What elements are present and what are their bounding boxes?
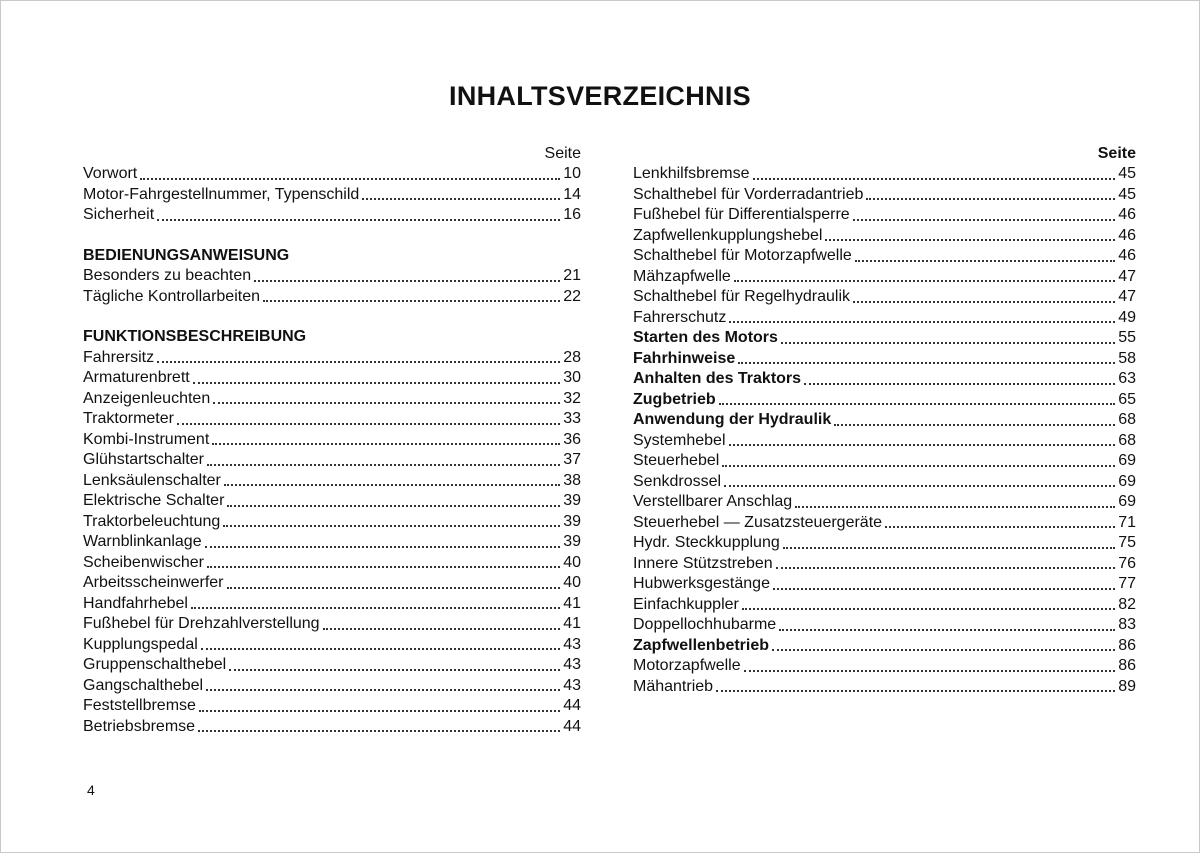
toc-entry-label: Systemhebel bbox=[633, 431, 726, 449]
toc-entry bbox=[83, 164, 581, 185]
toc-entry bbox=[633, 636, 1136, 657]
toc-entry bbox=[633, 431, 1136, 452]
dot-leader bbox=[742, 607, 1115, 610]
dot-leader bbox=[738, 361, 1115, 364]
toc-entry-page: 39 bbox=[563, 512, 581, 530]
toc-entry-page: 68 bbox=[1118, 431, 1136, 449]
toc-entry-page: 77 bbox=[1118, 575, 1136, 592]
toc-entry-label: Motorzapfwelle bbox=[633, 657, 741, 674]
toc-entry bbox=[633, 410, 1136, 431]
toc-entry-label: Kombi-Instrument bbox=[83, 430, 210, 448]
toc-entry-page: 68 bbox=[1118, 411, 1136, 428]
toc-entry-label: Hubwerksgestänge bbox=[633, 575, 770, 592]
toc-entry bbox=[633, 287, 1136, 308]
toc-entry-page: 41 bbox=[563, 615, 581, 632]
toc-entry bbox=[633, 369, 1136, 390]
dot-leader bbox=[722, 464, 1115, 467]
toc-entry bbox=[633, 451, 1136, 472]
toc-entry-label: Innere Stützstreben bbox=[633, 554, 773, 572]
toc-entry-page: 47 bbox=[1118, 267, 1136, 285]
toc-entry bbox=[83, 266, 581, 287]
toc-entry-label: Fahrersitz bbox=[83, 348, 155, 366]
toc-entry bbox=[633, 308, 1136, 329]
toc-entry-page: 28 bbox=[563, 348, 581, 366]
dot-leader bbox=[734, 279, 1115, 282]
dot-leader bbox=[866, 197, 1115, 200]
page-number: 4 bbox=[87, 782, 95, 798]
toc-entry bbox=[633, 164, 1136, 185]
dot-leader bbox=[227, 586, 561, 589]
toc-entry bbox=[83, 389, 581, 410]
toc-entry-page: 38 bbox=[563, 471, 581, 489]
dot-leader bbox=[781, 341, 1115, 344]
toc-entry-page: 69 bbox=[1118, 493, 1136, 510]
toc-entry bbox=[83, 368, 581, 389]
dot-leader bbox=[201, 647, 560, 650]
toc-entry bbox=[633, 390, 1136, 411]
toc-entry-label: Sicherheit bbox=[83, 206, 155, 223]
toc-entry-label: Handfahrhebel bbox=[83, 594, 188, 612]
seite-column-header: Seite bbox=[544, 145, 581, 162]
toc-entry-label: Fußhebel für Drehzahlverstellung bbox=[83, 615, 320, 632]
toc-right-list bbox=[633, 164, 1136, 697]
toc-entry-page: 71 bbox=[1118, 513, 1136, 531]
toc-entry-page: 46 bbox=[1118, 226, 1136, 244]
toc-entry-label: Verstellbarer Anschlag bbox=[633, 493, 793, 510]
dot-leader bbox=[853, 300, 1115, 303]
toc-entry-page: 41 bbox=[563, 594, 581, 612]
toc-entry bbox=[83, 532, 581, 553]
toc-entry-label: Fahrerschutz bbox=[633, 308, 727, 326]
toc-sections bbox=[83, 246, 581, 738]
toc-entry bbox=[83, 512, 581, 533]
dot-leader bbox=[177, 422, 560, 425]
dot-leader bbox=[783, 546, 1115, 549]
dot-leader bbox=[263, 299, 560, 302]
dot-leader bbox=[191, 606, 560, 609]
toc-entry bbox=[633, 513, 1136, 534]
toc-entry bbox=[633, 226, 1136, 247]
dot-leader bbox=[885, 525, 1115, 528]
dot-leader bbox=[198, 729, 560, 732]
toc-entry-page: 63 bbox=[1118, 370, 1136, 387]
toc-entry-page: 58 bbox=[1118, 349, 1136, 367]
toc-entry-label: Anhalten des Traktors bbox=[633, 370, 802, 387]
toc-entry-label: Feststellbremse bbox=[83, 697, 196, 714]
toc-entry-label: Anwendung der Hydraulik bbox=[633, 411, 832, 428]
toc-entry-label: Anzeigenleuchten bbox=[83, 389, 211, 407]
dot-leader bbox=[206, 688, 560, 691]
dot-leader bbox=[227, 504, 560, 507]
toc-entry-label: Gruppenschalthebel bbox=[83, 656, 227, 673]
toc-entry-label: Fahrhinweise bbox=[633, 349, 736, 367]
dot-leader bbox=[834, 423, 1115, 426]
toc-entry-label: Lenksäulenschalter bbox=[83, 471, 221, 489]
toc-entry-page: 36 bbox=[563, 430, 581, 448]
toc-entry-page: 45 bbox=[1118, 165, 1136, 182]
toc-entry-label: Hydr. Steckkupplung bbox=[633, 534, 780, 551]
toc-entry-label: Motor-Fahrgestellnummer, Typenschild bbox=[83, 185, 360, 203]
toc-entry bbox=[633, 615, 1136, 636]
toc-entry-page: 49 bbox=[1118, 308, 1136, 326]
toc-entry bbox=[83, 430, 581, 451]
toc-entry-label: Steuerhebel — Zusatzsteuergeräte bbox=[633, 513, 883, 531]
toc-entry bbox=[83, 553, 581, 574]
dot-leader bbox=[213, 401, 560, 404]
toc-entry-page: 46 bbox=[1118, 206, 1136, 223]
toc-entry bbox=[83, 696, 581, 717]
toc-entry bbox=[83, 409, 581, 430]
dot-leader bbox=[716, 689, 1115, 692]
toc-entry bbox=[83, 348, 581, 369]
dot-leader bbox=[362, 197, 560, 200]
dot-leader bbox=[157, 218, 560, 221]
toc-entry bbox=[83, 614, 581, 635]
toc-entry-label: Betriebsbremse bbox=[83, 717, 196, 735]
toc-entry-page: 37 bbox=[563, 451, 581, 468]
toc-entry-label: Doppellochhubarme bbox=[633, 616, 777, 633]
toc-entry-page: 40 bbox=[563, 574, 581, 591]
toc-entry bbox=[633, 185, 1136, 206]
page-title: INHALTSVERZEICHNIS bbox=[449, 81, 751, 111]
toc-entry bbox=[633, 574, 1136, 595]
toc-entry bbox=[83, 655, 581, 676]
toc-section-heading: FUNKTIONSBESCHREIBUNG bbox=[83, 328, 307, 345]
toc-entry-page: 75 bbox=[1118, 534, 1136, 551]
toc-entry-label: Elektrische Schalter bbox=[83, 492, 225, 509]
toc-entry-page: 47 bbox=[1118, 288, 1136, 305]
dot-leader bbox=[804, 382, 1115, 385]
toc-entry bbox=[633, 328, 1136, 349]
dot-leader bbox=[855, 259, 1115, 262]
toc-entry-label: Zapfwellenkupplungshebel bbox=[633, 226, 823, 244]
toc-entry-page: 21 bbox=[563, 267, 581, 284]
toc-left-column bbox=[83, 144, 581, 737]
toc-entry bbox=[83, 185, 581, 206]
toc-entry-label: Warnblinkanlage bbox=[83, 533, 202, 550]
toc-entry-page: 83 bbox=[1118, 616, 1136, 633]
toc-entry bbox=[633, 554, 1136, 575]
toc-entry-label: Scheibenwischer bbox=[83, 553, 204, 571]
dot-leader bbox=[254, 279, 560, 282]
toc-entry-page: 86 bbox=[1118, 657, 1136, 674]
toc-entry bbox=[83, 635, 581, 656]
toc-entry bbox=[83, 205, 581, 226]
toc-entry bbox=[83, 471, 581, 492]
toc-entry-page: 69 bbox=[1118, 452, 1136, 469]
dot-leader bbox=[224, 483, 560, 486]
dot-leader bbox=[729, 443, 1116, 446]
dot-leader bbox=[223, 524, 560, 527]
toc-entry-label: Zugbetrieb bbox=[633, 390, 716, 408]
toc-entry-label: Senkdrossel bbox=[633, 472, 722, 490]
toc-entry-page: 43 bbox=[563, 635, 581, 653]
toc-entry-label: Glühstartschalter bbox=[83, 451, 204, 468]
toc-entry-page: 40 bbox=[563, 553, 581, 571]
toc-entry-page: 55 bbox=[1118, 329, 1136, 346]
toc-entry bbox=[633, 205, 1136, 226]
toc-entry-page: 86 bbox=[1118, 636, 1136, 654]
toc-intro-list bbox=[83, 164, 581, 226]
toc-entry-label: Schalthebel für Regelhydraulik bbox=[633, 288, 851, 305]
dot-leader bbox=[207, 565, 560, 568]
toc-entry-label: Steuerhebel bbox=[633, 452, 720, 469]
toc-entry bbox=[633, 472, 1136, 493]
dot-leader bbox=[212, 442, 560, 445]
dot-leader bbox=[744, 669, 1115, 672]
toc-entry-label: Traktorbeleuchtung bbox=[83, 512, 221, 530]
toc-entry-page: 76 bbox=[1118, 554, 1136, 572]
toc-entry-label: Arbeitsscheinwerfer bbox=[83, 574, 224, 591]
toc-entry bbox=[633, 656, 1136, 677]
toc-entry-label: Starten des Motors bbox=[633, 329, 778, 346]
toc-entry-label: Tägliche Kontrollarbeiten bbox=[83, 287, 260, 305]
toc-entry-page: 43 bbox=[563, 676, 581, 694]
toc-entry-label: Traktormeter bbox=[83, 410, 174, 427]
dot-leader bbox=[140, 177, 560, 180]
dot-leader bbox=[795, 505, 1115, 508]
toc-entry-label: Schalthebel für Motorzapfwelle bbox=[633, 247, 852, 264]
toc-entry bbox=[633, 267, 1136, 288]
dot-leader bbox=[207, 463, 560, 466]
dot-leader bbox=[772, 648, 1115, 651]
toc-entry-page: 14 bbox=[563, 185, 581, 203]
toc-entry bbox=[83, 676, 581, 697]
toc-entry-page: 44 bbox=[563, 697, 581, 714]
toc-entry-page: 39 bbox=[563, 533, 581, 550]
dot-leader bbox=[193, 381, 560, 384]
dot-leader bbox=[229, 668, 560, 671]
toc-entry-page: 10 bbox=[563, 165, 581, 182]
toc-entry-label: Besonders zu beachten bbox=[83, 267, 252, 284]
toc-entry-label: Gangschalthebel bbox=[83, 676, 204, 694]
toc-entry-page: 16 bbox=[563, 206, 581, 223]
toc-entry-label: Fußhebel für Differentialsperre bbox=[633, 206, 850, 223]
toc-entry bbox=[83, 594, 581, 615]
toc-entry bbox=[83, 717, 581, 738]
toc-entry-label: Armaturenbrett bbox=[83, 369, 190, 386]
seite-column-header: Seite bbox=[1097, 145, 1136, 162]
dot-leader bbox=[825, 238, 1115, 241]
toc-entry-page: 46 bbox=[1118, 247, 1136, 264]
toc-entry-label: Mähzapfwelle bbox=[633, 267, 731, 285]
dot-leader bbox=[205, 545, 560, 548]
toc-entry-label: Mähantrieb bbox=[633, 677, 714, 695]
toc-entry bbox=[83, 450, 581, 471]
toc-entry-page: 43 bbox=[563, 656, 581, 673]
toc-entry-page: 82 bbox=[1118, 595, 1136, 613]
toc-entry-page: 44 bbox=[563, 717, 581, 735]
toc-entry-page: 39 bbox=[563, 492, 581, 509]
toc-entry-label: Schalthebel für Vorderradantrieb bbox=[633, 185, 864, 203]
toc-entry-page: 22 bbox=[563, 287, 581, 305]
dot-leader bbox=[776, 566, 1115, 569]
toc-right-column bbox=[633, 144, 1136, 697]
toc-entry-page: 33 bbox=[563, 410, 581, 427]
toc-entry bbox=[83, 287, 581, 308]
toc-entry-label: Lenkhilfsbremse bbox=[633, 165, 750, 182]
dot-leader bbox=[719, 402, 1115, 405]
toc-entry bbox=[633, 349, 1136, 370]
dot-leader bbox=[724, 484, 1115, 487]
dot-leader bbox=[753, 177, 1116, 180]
toc-entry bbox=[633, 533, 1136, 554]
toc-entry-page: 65 bbox=[1118, 390, 1136, 408]
dot-leader bbox=[779, 628, 1115, 631]
toc-entry-page: 30 bbox=[563, 369, 581, 386]
toc-entry-label: Einfachkuppler bbox=[633, 595, 739, 613]
toc-entry-page: 45 bbox=[1118, 185, 1136, 203]
toc-entry-page: 32 bbox=[563, 389, 581, 407]
toc-entry-page: 69 bbox=[1118, 472, 1136, 490]
toc-entry bbox=[83, 491, 581, 512]
toc-entry-label: Kupplungspedal bbox=[83, 635, 198, 653]
dot-leader bbox=[199, 709, 560, 712]
toc-entry-label: Vorwort bbox=[83, 165, 138, 182]
toc-section-heading: BEDIENUNGSANWEISUNG bbox=[83, 246, 290, 264]
toc-entry bbox=[633, 595, 1136, 616]
dot-leader bbox=[729, 320, 1115, 323]
dot-leader bbox=[323, 627, 560, 630]
dot-leader bbox=[853, 218, 1115, 221]
dot-leader bbox=[773, 587, 1115, 590]
toc-entry bbox=[633, 492, 1136, 513]
toc-entry bbox=[83, 573, 581, 594]
toc-entry bbox=[633, 246, 1136, 267]
toc-entry-label: Zapfwellenbetrieb bbox=[633, 636, 770, 654]
dot-leader bbox=[157, 360, 560, 363]
toc-entry bbox=[633, 677, 1136, 698]
toc-entry-page: 89 bbox=[1118, 677, 1136, 695]
